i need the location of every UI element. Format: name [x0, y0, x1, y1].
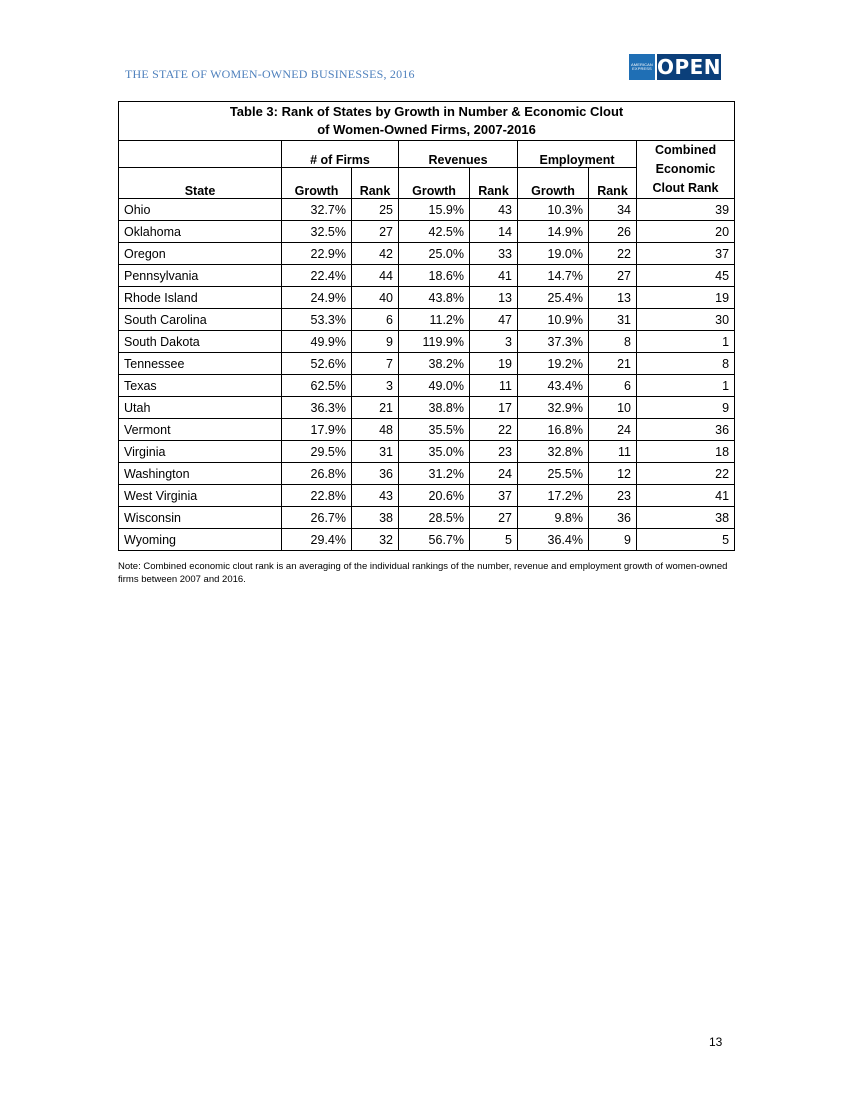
amex-logo-box [629, 54, 655, 80]
firms-rank-cell: 6 [352, 309, 399, 331]
revenues-rank-cell: 41 [470, 265, 518, 287]
firms-rank-cell: 40 [352, 287, 399, 309]
firms-growth-cell: 32.7% [282, 199, 352, 221]
state-name-cell: Oklahoma [119, 221, 282, 243]
state-name-cell: Oregon [119, 243, 282, 265]
revenues-growth-cell: 18.6% [399, 265, 470, 287]
table-note: Note: Combined economic clout rank is an averaging of the individual rankings of the number, revenue and employment growth of women-owned firms between 2007 and 2016. [118, 561, 728, 585]
employment-growth-cell: 10.3% [518, 199, 589, 221]
firms-rank-cell: 3 [352, 375, 399, 397]
revenues-growth-cell: 20.6% [399, 485, 470, 507]
revenues-rank-cell: 47 [470, 309, 518, 331]
combined-header-line-1: Combined [654, 143, 717, 157]
employment-rank-cell: 26 [589, 221, 637, 243]
table-row [119, 265, 735, 287]
firms-growth-cell: 26.8% [282, 463, 352, 485]
clout-rank-cell: 41 [637, 485, 735, 507]
state-name-cell: Texas [119, 375, 282, 397]
state-name-cell: Vermont [119, 419, 282, 441]
table-row [119, 419, 735, 441]
employment-growth-cell: 14.9% [518, 221, 589, 243]
firms-growth-cell: 62.5% [282, 375, 352, 397]
table-caption-line-1: Table 3: Rank of States by Growth in Number & Economic Clout [229, 104, 624, 119]
revenues-rank-cell: 3 [470, 331, 518, 353]
firms-growth-cell: 26.7% [282, 507, 352, 529]
revenues-growth-cell: 56.7% [399, 529, 470, 551]
revenues-rank-cell: 14 [470, 221, 518, 243]
table-row [119, 375, 735, 397]
state-rank-table [118, 101, 735, 551]
group-header-row [119, 141, 735, 168]
revenues-group-header: Revenues [399, 141, 518, 168]
employment-rank-cell: 21 [589, 353, 637, 375]
firms-growth-cell: 29.4% [282, 529, 352, 551]
revenues-growth-cell: 38.2% [399, 353, 470, 375]
revenues-growth-cell: 35.0% [399, 441, 470, 463]
clout-rank-cell: 5 [637, 529, 735, 551]
open-logo-word: OPEN [656, 55, 721, 79]
employment-growth-cell: 14.7% [518, 265, 589, 287]
firms-rank-cell: 36 [352, 463, 399, 485]
firms-growth-cell: 29.5% [282, 441, 352, 463]
revenues-growth-cell: 42.5% [399, 221, 470, 243]
firms-growth-cell: 22.8% [282, 485, 352, 507]
revenues-rank-cell: 27 [470, 507, 518, 529]
revenues-growth-cell: 35.5% [399, 419, 470, 441]
employment-rank-cell: 13 [589, 287, 637, 309]
employment-growth-header: Growth [518, 168, 589, 199]
employment-growth-cell: 19.0% [518, 243, 589, 265]
state-name-cell: Wyoming [119, 529, 282, 551]
employment-rank-cell: 10 [589, 397, 637, 419]
revenues-rank-cell: 17 [470, 397, 518, 419]
employment-growth-cell: 32.9% [518, 397, 589, 419]
state-name-cell: Virginia [119, 441, 282, 463]
revenues-growth-header: Growth [399, 168, 470, 199]
employment-growth-cell: 37.3% [518, 331, 589, 353]
state-name-cell: West Virginia [119, 485, 282, 507]
clout-rank-cell: 20 [637, 221, 735, 243]
employment-rank-cell: 8 [589, 331, 637, 353]
revenues-rank-cell: 13 [470, 287, 518, 309]
state-name-cell: Utah [119, 397, 282, 419]
revenues-rank-cell: 43 [470, 199, 518, 221]
employment-rank-cell: 31 [589, 309, 637, 331]
firms-rank-cell: 7 [352, 353, 399, 375]
employment-rank-cell: 22 [589, 243, 637, 265]
clout-rank-cell: 8 [637, 353, 735, 375]
employment-rank-cell: 6 [589, 375, 637, 397]
table-row [119, 243, 735, 265]
logo-box-line-2: EXPRESS [632, 66, 652, 71]
table-row [119, 485, 735, 507]
table-row [119, 463, 735, 485]
clout-rank-cell: 37 [637, 243, 735, 265]
revenues-rank-cell: 23 [470, 441, 518, 463]
firms-rank-header: Rank [352, 168, 399, 199]
employment-rank-cell: 23 [589, 485, 637, 507]
clout-rank-cell: 1 [637, 375, 735, 397]
firms-rank-cell: 32 [352, 529, 399, 551]
amex-open-logo [629, 54, 721, 80]
employment-rank-cell: 24 [589, 419, 637, 441]
combined-header-line-3: Clout Rank [652, 181, 719, 195]
clout-rank-cell: 39 [637, 199, 735, 221]
revenues-growth-cell: 119.9% [399, 331, 470, 353]
revenues-growth-cell: 15.9% [399, 199, 470, 221]
employment-rank-cell: 27 [589, 265, 637, 287]
employment-rank-cell: 9 [589, 529, 637, 551]
state-name-cell: Tennessee [119, 353, 282, 375]
employment-rank-cell: 11 [589, 441, 637, 463]
combined-clout-header [637, 141, 735, 199]
firms-growth-cell: 52.6% [282, 353, 352, 375]
state-name-cell: Washington [119, 463, 282, 485]
revenues-growth-cell: 38.8% [399, 397, 470, 419]
employment-growth-cell: 17.2% [518, 485, 589, 507]
table-row [119, 287, 735, 309]
employment-group-header: Employment [518, 141, 637, 168]
firms-growth-cell: 17.9% [282, 419, 352, 441]
state-name-cell: South Carolina [119, 309, 282, 331]
firms-growth-cell: 22.9% [282, 243, 352, 265]
table-row [119, 331, 735, 353]
running-header-title: THE STATE OF WOMEN-OWNED BUSINESSES, 2016 [125, 67, 415, 81]
firms-growth-cell: 49.9% [282, 331, 352, 353]
firms-group-header: # of Firms [282, 141, 399, 168]
clout-rank-cell: 36 [637, 419, 735, 441]
firms-rank-cell: 38 [352, 507, 399, 529]
employment-rank-cell: 36 [589, 507, 637, 529]
revenues-rank-cell: 19 [470, 353, 518, 375]
table-body [119, 199, 735, 551]
table-row [119, 529, 735, 551]
firms-growth-cell: 36.3% [282, 397, 352, 419]
firms-rank-cell: 48 [352, 419, 399, 441]
clout-rank-cell: 1 [637, 331, 735, 353]
table-row [119, 199, 735, 221]
firms-rank-cell: 43 [352, 485, 399, 507]
clout-rank-cell: 19 [637, 287, 735, 309]
table-row [119, 221, 735, 243]
firms-rank-cell: 31 [352, 441, 399, 463]
revenues-rank-cell: 5 [470, 529, 518, 551]
firms-growth-header: Growth [282, 168, 352, 199]
firms-rank-cell: 25 [352, 199, 399, 221]
employment-growth-cell: 19.2% [518, 353, 589, 375]
firms-growth-cell: 32.5% [282, 221, 352, 243]
employment-rank-cell: 34 [589, 199, 637, 221]
firms-growth-cell: 53.3% [282, 309, 352, 331]
table-row [119, 507, 735, 529]
firms-rank-cell: 42 [352, 243, 399, 265]
revenues-growth-cell: 49.0% [399, 375, 470, 397]
clout-rank-cell: 38 [637, 507, 735, 529]
employment-growth-cell: 25.5% [518, 463, 589, 485]
combined-header-line-2: Economic [655, 162, 716, 176]
employment-growth-cell: 9.8% [518, 507, 589, 529]
revenues-rank-cell: 24 [470, 463, 518, 485]
employment-growth-cell: 25.4% [518, 287, 589, 309]
clout-rank-cell: 45 [637, 265, 735, 287]
employment-growth-cell: 43.4% [518, 375, 589, 397]
table-row [119, 397, 735, 419]
revenues-growth-cell: 11.2% [399, 309, 470, 331]
state-header-spacer [119, 141, 282, 168]
clout-rank-cell: 30 [637, 309, 735, 331]
state-name-cell: Rhode Island [119, 287, 282, 309]
employment-growth-cell: 32.8% [518, 441, 589, 463]
employment-rank-header: Rank [589, 168, 637, 199]
employment-growth-cell: 16.8% [518, 419, 589, 441]
revenues-growth-cell: 28.5% [399, 507, 470, 529]
table-row [119, 309, 735, 331]
revenues-growth-cell: 43.8% [399, 287, 470, 309]
table-row [119, 441, 735, 463]
revenues-growth-cell: 25.0% [399, 243, 470, 265]
revenues-rank-cell: 33 [470, 243, 518, 265]
revenues-rank-cell: 22 [470, 419, 518, 441]
firms-rank-cell: 21 [352, 397, 399, 419]
firms-rank-cell: 27 [352, 221, 399, 243]
firms-rank-cell: 44 [352, 265, 399, 287]
state-column-header: State [119, 168, 282, 199]
clout-rank-cell: 9 [637, 397, 735, 419]
clout-rank-cell: 22 [637, 463, 735, 485]
state-name-cell: South Dakota [119, 331, 282, 353]
table-caption-line-2: of Women-Owned Firms, 2007-2016 [317, 122, 536, 137]
state-name-cell: Ohio [119, 199, 282, 221]
table-caption [119, 102, 735, 141]
revenues-rank-cell: 37 [470, 485, 518, 507]
revenues-rank-header: Rank [470, 168, 518, 199]
firms-growth-cell: 22.4% [282, 265, 352, 287]
state-name-cell: Wisconsin [119, 507, 282, 529]
firms-rank-cell: 9 [352, 331, 399, 353]
employment-rank-cell: 12 [589, 463, 637, 485]
revenues-rank-cell: 11 [470, 375, 518, 397]
table-row [119, 353, 735, 375]
page-number: 13 [709, 1035, 723, 1049]
logo-box-line-1: AMERICAN [631, 62, 653, 67]
clout-rank-cell: 18 [637, 441, 735, 463]
employment-growth-cell: 10.9% [518, 309, 589, 331]
revenues-growth-cell: 31.2% [399, 463, 470, 485]
state-name-cell: Pennsylvania [119, 265, 282, 287]
employment-growth-cell: 36.4% [518, 529, 589, 551]
firms-growth-cell: 24.9% [282, 287, 352, 309]
